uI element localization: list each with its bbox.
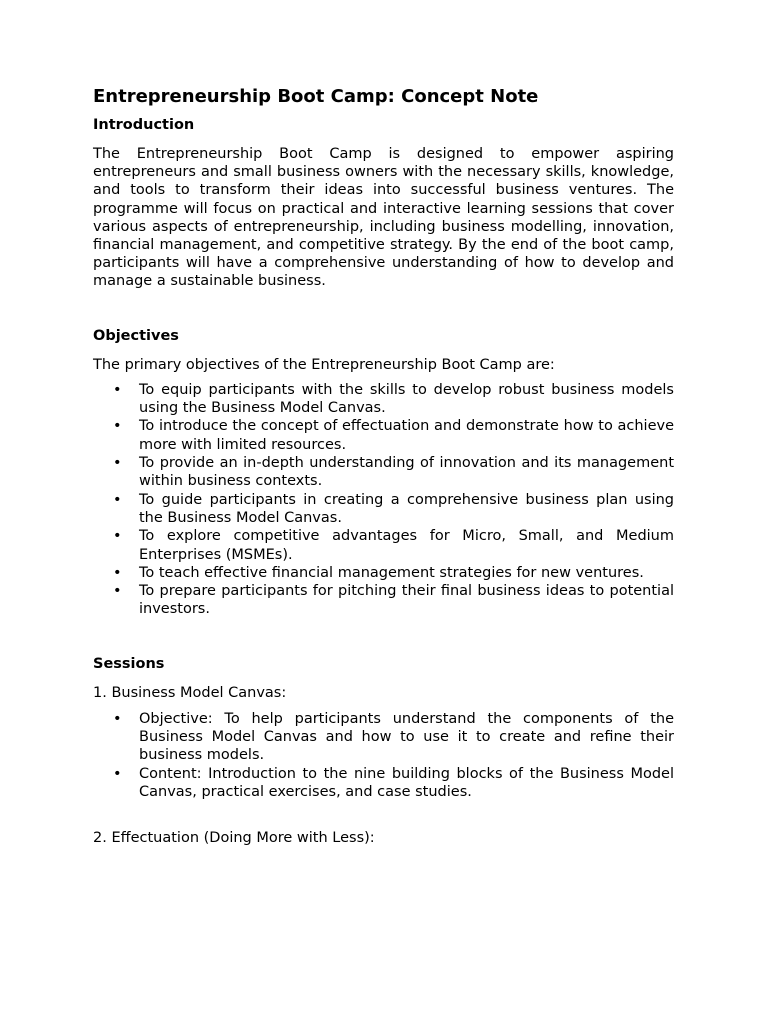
objective-item — [93, 454, 674, 491]
objectives-list — [93, 381, 674, 619]
introduction-heading: Introduction — [93, 117, 195, 133]
objective-text: To teach effective financial management strategies for new ventures. — [139, 564, 644, 581]
objective-text: To equip participants with the skills to develop robust business models using the Business Model Canvas. — [139, 381, 674, 417]
sessions-heading: Sessions — [93, 655, 165, 672]
objective-text: To provide an in-depth understanding of innovation and its management within business contexts. — [139, 455, 674, 490]
objectives-lead: The primary objectives of the Entrepreneurship Boot Camp are: — [93, 356, 555, 373]
objective-text: To explore competitive advantages for Micro, Small, and Medium Enterprises (MSMEs). — [139, 528, 674, 563]
objective-item — [93, 491, 674, 528]
objective-item — [93, 381, 674, 418]
objective-item — [93, 417, 674, 454]
bullet-icon: • — [113, 528, 122, 545]
session-1-list — [93, 710, 674, 801]
session-item — [93, 710, 674, 765]
session-item-text: Content: Introduction to the nine building blocks of the Business Model Canvas, practical exercises, and case studies. — [139, 765, 674, 801]
bullet-icon: • — [113, 381, 122, 398]
session-2-label: 2. Effectuation (Doing More with Less): — [93, 830, 375, 847]
objective-text: To guide participants in creating a comprehensive business plan using the Business Model Canvas. — [139, 491, 674, 526]
objective-text: To introduce the concept of effectuation and demonstrate how to achieve more with limited resources. — [139, 418, 674, 453]
session-item-text: Objective: To help participants understand the components of the Business Model Canvas and how to use it to create and refine their business models. — [139, 710, 674, 764]
bullet-icon: • — [113, 491, 122, 508]
bullet-icon: • — [113, 765, 122, 782]
document-title: Entrepreneurship Boot Camp: Concept Note — [93, 86, 539, 107]
bullet-icon: • — [113, 564, 122, 581]
objectives-heading: Objectives — [93, 327, 179, 344]
introduction-paragraph: The Entrepreneurship Boot Camp is designed to empower aspiring entrepreneurs and small business owners with the necessary skills, knowledge, and tools to transform their ideas into successful business ventures. The programme will focus on practical and interactive learning sessions that cover various aspects of entrepreneurship, including business modelling, innovation, financial management, and competitive strategy. By the end of the boot camp, participants will have a comprehensive understanding of how to develop and manage a sustainable business. — [93, 146, 674, 290]
bullet-icon: • — [113, 418, 122, 435]
bullet-icon: • — [113, 455, 122, 472]
objective-item — [93, 527, 674, 564]
bullet-icon: • — [113, 710, 122, 727]
objective-item — [93, 564, 674, 582]
objective-text: To prepare participants for pitching their final business ideas to potential investors. — [139, 583, 674, 618]
session-item — [93, 765, 674, 802]
objective-item — [93, 582, 674, 619]
bullet-icon: • — [113, 583, 122, 600]
session-1-label: 1. Business Model Canvas: — [93, 684, 287, 701]
